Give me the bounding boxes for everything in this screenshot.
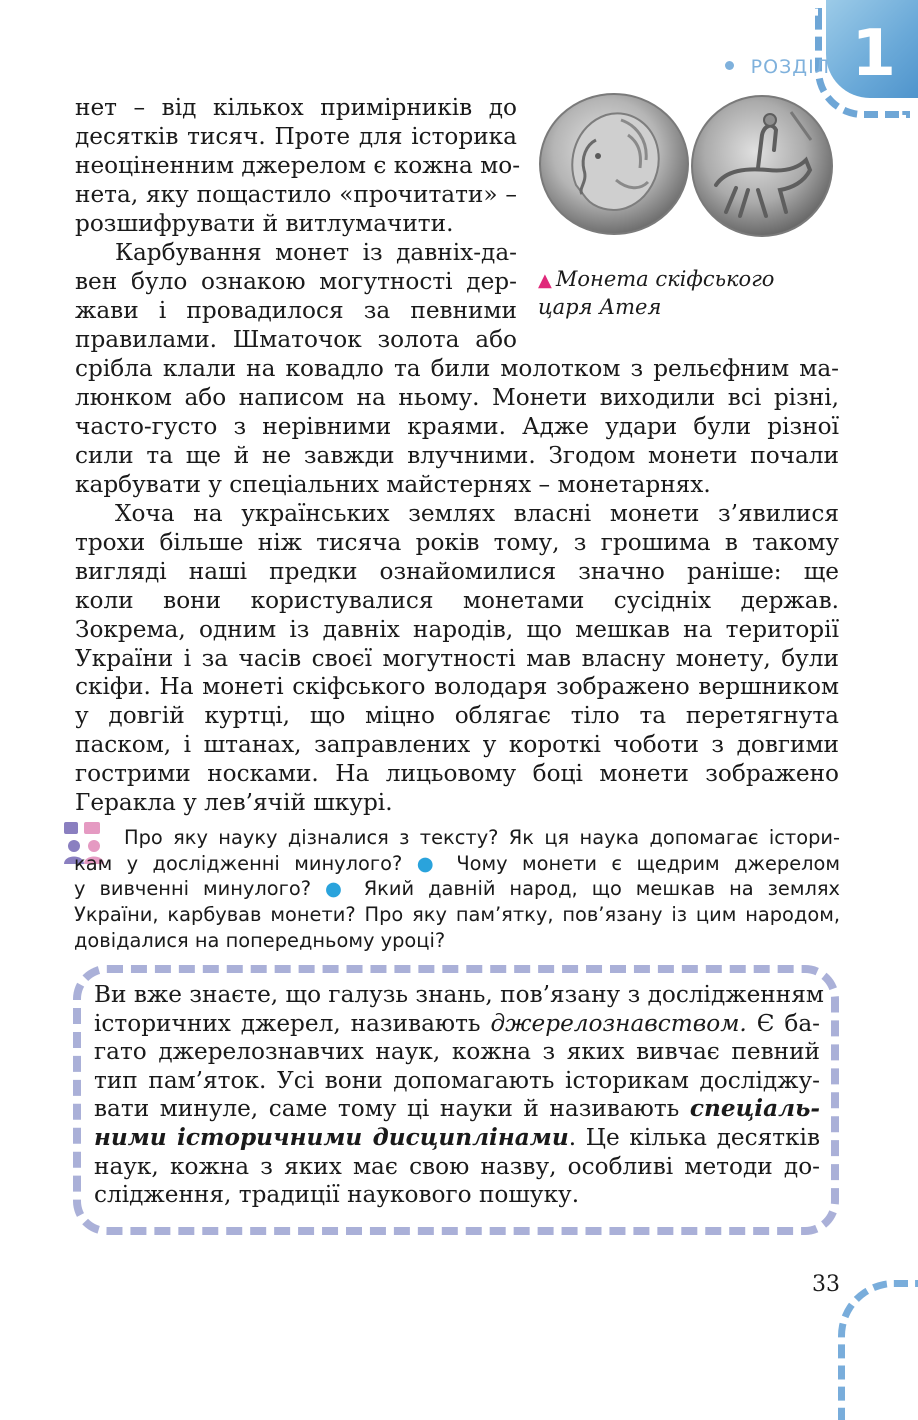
text-line: трохи більше ніж тисяча років тому, з грошима в такому	[75, 528, 839, 556]
coin-obverse	[540, 94, 688, 234]
paragraph-1	[75, 94, 521, 239]
text-line: часто-густо з нерівними краями. Адже удари були різної	[75, 412, 839, 440]
question-text: Чому монети є щедрим джерелом	[456, 851, 841, 875]
text-line: коли вони користувалися монетами сусідніх держав.	[75, 586, 839, 614]
term-special-disciplines: ними історичними дисциплінами	[94, 1123, 569, 1151]
text-line: сили та ще й не завжди влучними. Згодом монети почали	[75, 441, 839, 469]
bullet-icon: ●	[324, 877, 350, 901]
term-source-studies: джерелознавством.	[490, 1009, 747, 1037]
question-line	[74, 876, 840, 902]
question-line	[74, 851, 840, 877]
box-line: слідження, традиції наукового пошуку.	[94, 1181, 580, 1209]
section-number: 1	[851, 17, 896, 91]
footer-dashed-arc	[838, 1280, 918, 1420]
text-line: Зокрема, одним із давніх народів, що мешкав на території	[75, 615, 839, 643]
paragraph-2-narrow	[75, 239, 517, 355]
box-line	[94, 1010, 820, 1039]
coin-reverse	[692, 96, 832, 236]
text-line: паском, і штанах, заправлених у короткі чоботи з довгими	[75, 731, 839, 759]
caption-line-2: царя Атея	[538, 295, 662, 319]
box-line	[94, 1124, 820, 1153]
text-line: у довгій куртці, що міцно облягає тіло та перетягнута	[75, 702, 839, 730]
text-line: жави і провадилося за певними	[75, 296, 517, 324]
text-line: вигляді наші предки ознайомилися значно раніше: ще	[75, 557, 839, 585]
paragraph-2-wide	[75, 355, 839, 500]
box-line: наук, кожна з яких має свою назву, особливі методи до-	[94, 1152, 820, 1180]
text-line: неоціненним джерелом є кожна мо-	[75, 151, 521, 179]
text-line: нет – від кількох примірників до	[75, 94, 517, 121]
question-text: Який давній народ, що мешкав на землях	[363, 877, 841, 901]
caption-triangle-icon: ▲	[538, 270, 552, 291]
text-line-content: Карбування монет із давніх-да-	[115, 239, 517, 266]
section-label: РОЗДІЛ	[750, 56, 830, 78]
info-box-text	[94, 981, 824, 1210]
text-line: правилами. Шматочок золота або	[75, 325, 517, 353]
question-line: Про яку науку дізналися з тексту? Як ця наука допомагає істори-	[124, 826, 840, 849]
scythian-coin-image	[536, 90, 836, 238]
text-line: України і за часів своєї могутності мав власну монету, були	[75, 644, 839, 672]
figure-caption	[538, 266, 838, 321]
box-text: Є ба-	[756, 1009, 820, 1037]
text-line: вен було ознакою могутності дер-	[75, 267, 517, 295]
text-line: нета, яку пощастило «прочитати» –	[75, 180, 517, 208]
text-line: срібла клали на ковадло та били молотком з рельєфним ма-	[75, 355, 839, 382]
text-line	[75, 239, 517, 268]
text-line: люнком або написом на ньому. Монети виходили всі різні,	[75, 383, 839, 411]
box-line	[94, 1095, 820, 1124]
text-line: розшифрувати й витлумачити.	[75, 209, 454, 237]
page-number: 33	[812, 1272, 840, 1297]
box-line: Ви вже знаєте, що галузь знань, пов’язану з дослідженням	[94, 981, 824, 1008]
text-line: десятків тисяч. Проте для історика	[75, 122, 517, 150]
text-line: гострими носками. На лицьовому боці монети зображено	[75, 760, 839, 788]
text-line-content: Хоча на українських землях власні монети з’явилися	[115, 500, 839, 527]
term-special-disciplines: спеціаль-	[689, 1095, 820, 1123]
review-questions	[74, 825, 840, 954]
bullet-icon: ●	[416, 851, 442, 875]
section-dot	[725, 61, 734, 70]
question-line: довідалися на попередньому уроці?	[74, 928, 446, 952]
paragraph-3	[75, 500, 839, 818]
box-text: . Це кілька десятків	[568, 1123, 820, 1151]
caption-line-1: Монета скіфського	[555, 267, 775, 291]
box-text: історичних джерел, називають	[94, 1009, 481, 1037]
text-line: Геракла у лев’ячій шкурі.	[75, 789, 393, 817]
question-line: України, карбував монети? Про яку пам’ятку, пов’язану із цим народом,	[74, 903, 840, 927]
question-text: кам у дослідженні минулого?	[74, 851, 403, 875]
box-line: тип пам’яток. Усі вони допомагають історикам досліджу-	[94, 1066, 820, 1094]
box-line: гато джерелознавчих наук, кожна з яких вивчає певний	[94, 1038, 820, 1066]
text-line: карбувати у спеціальних майстернях – монетарнях.	[75, 470, 711, 498]
question-text: у вивченні минулого?	[74, 877, 311, 901]
text-line: скіфи. На монеті скіфського володаря зображено вершником	[75, 673, 839, 701]
box-text: вати минуле, саме тому ці науки й називають	[94, 1095, 680, 1123]
text-line	[75, 500, 839, 529]
